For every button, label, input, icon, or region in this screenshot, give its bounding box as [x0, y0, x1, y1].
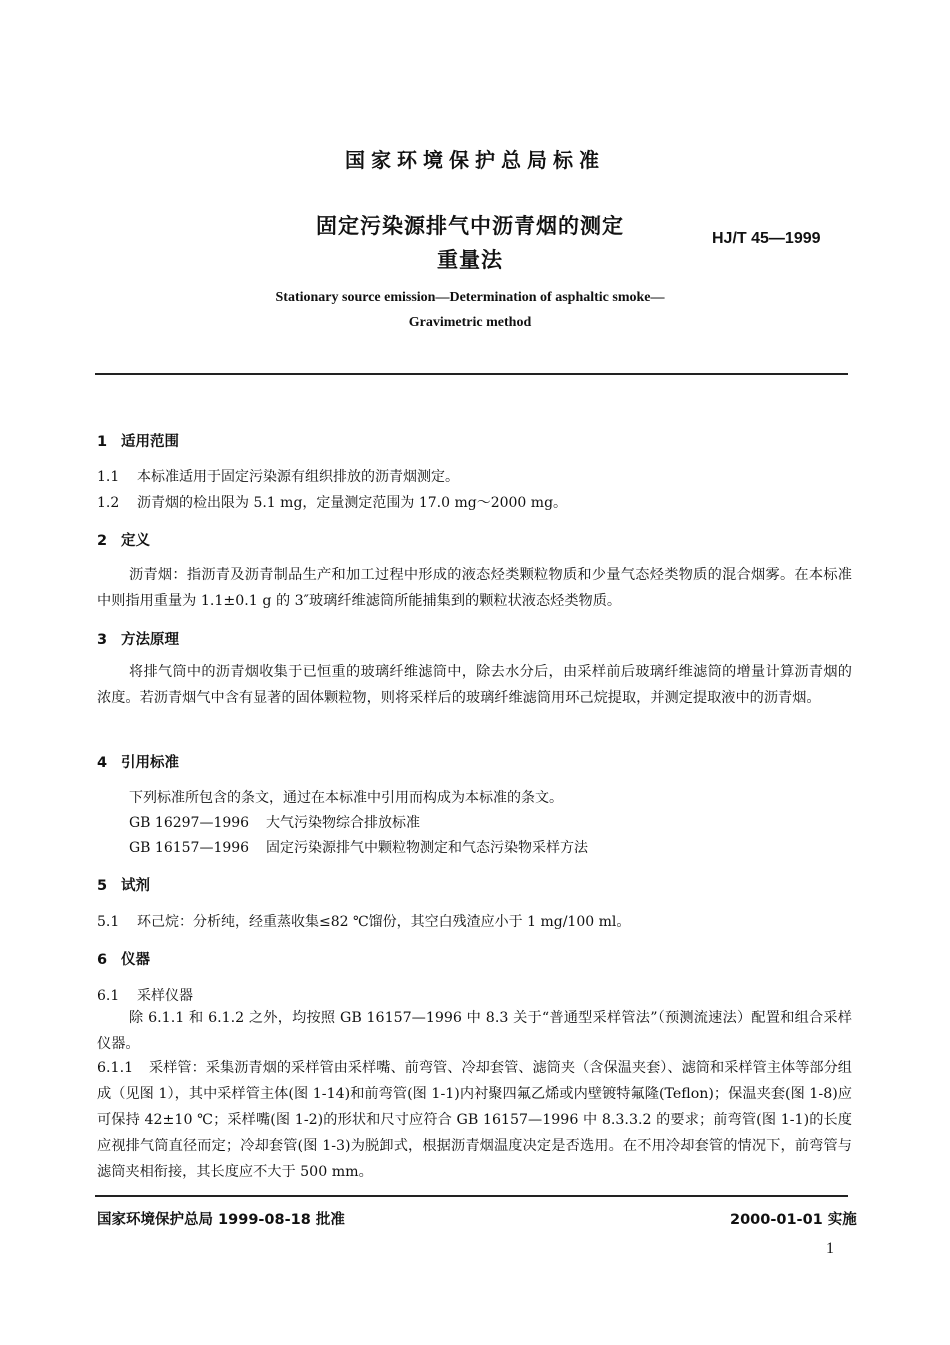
clause-1-1	[97, 466, 459, 486]
reference-code: GB 16157—1996	[129, 840, 250, 856]
approval-date: 国家环境保护总局 1999-08-18 批准	[97, 1212, 345, 1228]
standard-number: HJ/T 45—1999	[712, 230, 821, 247]
section-title: 定义	[121, 533, 150, 549]
references-intro: 下列标准所包含的条文，通过在本标准中引用而构成为本标准的条文。	[129, 790, 563, 806]
section-heading-1	[97, 430, 179, 451]
section-heading-3	[97, 628, 179, 649]
clause-number: 5.1	[97, 914, 120, 930]
section-title: 适用范围	[121, 434, 179, 450]
section-number: 5	[97, 878, 108, 894]
english-subtitle: Gravimetric method	[408, 315, 532, 330]
clause-6-1-1	[97, 1055, 852, 1185]
section-heading-4	[97, 751, 179, 772]
header-divider	[95, 373, 848, 375]
clause-5-1	[97, 911, 630, 931]
clause-number: 1.1	[97, 469, 120, 485]
page-number: 1	[826, 1240, 834, 1257]
clause-6-1	[97, 985, 193, 1005]
clause-number: 6.1	[97, 988, 120, 1004]
principle-paragraph: 将排气筒中的沥青烟收集于已恒重的玻璃纤维滤筒中，除去水分后，由采样前后玻璃纤维滤筒的增量计算沥青烟的浓度。若沥青烟气中含有显著的固体颗粒物，则将采样后的玻璃纤维滤筒用环己烷提取，并测定提取液中的沥青烟。	[97, 664, 852, 706]
section-number: 3	[97, 632, 108, 648]
clause-text: 沥青烟的检出限为 5.1 mg，定量测定范围为 17.0 mg～2000 mg。	[137, 495, 568, 511]
section-number: 2	[97, 533, 108, 549]
reference-name: 大气污染物综合排放标准	[266, 815, 420, 831]
clause-title: 采样仪器	[137, 988, 193, 1004]
section-title: 仪器	[121, 952, 150, 968]
reference-name: 固定污染源排气中颗粒物测定和气态污染物采样方法	[266, 840, 588, 856]
clause-text: 采样管：采集沥青烟的采样管由采样嘴、前弯管、冷却套管、滤筒夹（含保温夹套）、滤筒和采样管主体等部分组成（见图 1），其中采样管主体(图 1-14)和前弯管(图 1-1)内衬聚四氟乙烯或内壁镀特氟隆(Teflon)；保温夹套(图 1-8)应可保持 42±10 ℃；采样嘴(图 1-2)的形状和尺寸应符合 GB 16157—1996 中 8.3.3.2 的要求；前弯管(图 1-1)的长度应视排气筒直径而定；冷却套管(图 1-3)为脱卸式，根据沥青烟温度决定是否选用。在不用冷却套管的情况下，前弯管与滤筒夹相衔接，其长度应不大于 500 mm。	[97, 1060, 852, 1180]
sampling-instruments-paragraph: 除 6.1.1 和 6.1.2 之外，均按照 GB 16157—1996 中 8.3 关于“普通型采样管法”（预测流速法）配置和组合采样仪器。	[97, 1010, 852, 1052]
clause-1-2	[97, 492, 567, 512]
reference-item	[129, 812, 420, 832]
section-number: 4	[97, 755, 108, 771]
section-heading-5	[97, 874, 150, 895]
implementation-date: 2000-01-01 实施	[730, 1212, 857, 1228]
section-heading-2	[97, 529, 150, 550]
clause-number: 6.1.1	[97, 1060, 134, 1076]
definition-paragraph: 沥青烟：指沥青及沥青制品生产和加工过程中形成的液态烃类颗粒物质和少量气态烃类物质的混合烟雾。在本标准中则指用重量为 1.1±0.1 g 的 3″玻璃纤维滤筒所能捕集到的颗粒状液态烃类物质。	[97, 567, 852, 609]
clause-number: 1.2	[97, 495, 120, 511]
section-number: 1	[97, 434, 108, 450]
section-title: 试剂	[121, 878, 150, 894]
issuing-agency: 国家环境保护总局标准	[345, 148, 605, 172]
section-number: 6	[97, 952, 108, 968]
section-title: 引用标准	[121, 755, 179, 771]
reference-code: GB 16297—1996	[129, 815, 250, 831]
clause-text: 环己烷：分析纯，经重蒸收集≤82 ℃馏份，其空白残渣应小于 1 mg/100 ml。	[137, 914, 631, 930]
section-title: 方法原理	[121, 632, 179, 648]
document-subtitle: 重量法	[437, 248, 503, 272]
document-title: 固定污染源排气中沥青烟的测定	[316, 214, 624, 238]
footer-divider	[95, 1195, 848, 1197]
section-heading-6	[97, 948, 150, 969]
english-title: Stationary source emission—Determination of asphaltic smoke—	[275, 290, 665, 305]
clause-text: 本标准适用于固定污染源有组织排放的沥青烟测定。	[137, 469, 459, 485]
reference-item	[129, 837, 588, 857]
